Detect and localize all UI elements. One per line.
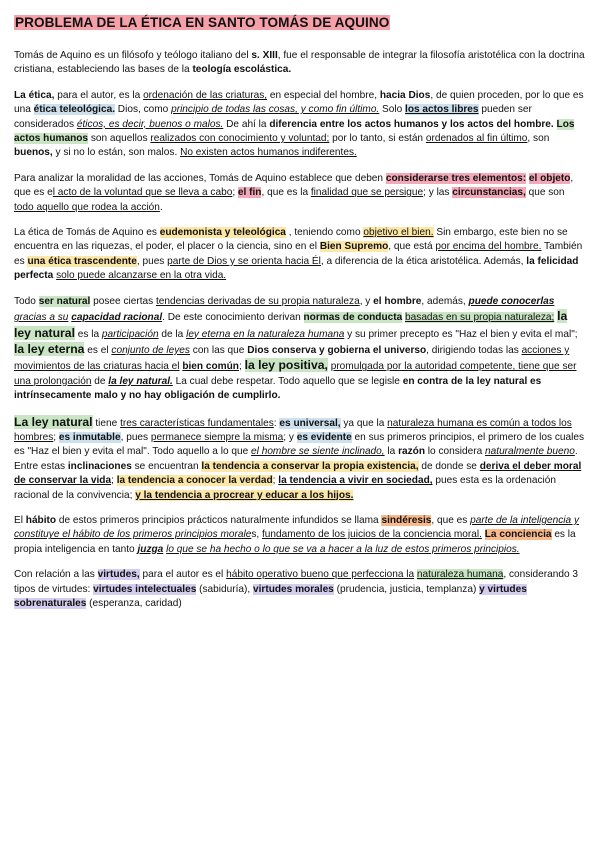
text: por lo tanto, si están	[329, 133, 426, 145]
highlight-conocer-verdad: la tendencia a conocer la verdad	[116, 475, 273, 487]
text: Sin embargo, este bien no se encuentra en las riquezas, el poder, el placer o la ciencia, sino en el	[14, 227, 568, 253]
text: posee ciertas	[90, 295, 156, 307]
highlight-etica-teleologica: ética teleológica.	[33, 104, 115, 116]
underlined-text: tres características fundamentales	[120, 417, 274, 429]
text: , son	[527, 133, 550, 145]
highlight-circunstancias: circunstancias,	[452, 187, 526, 199]
highlight-actos-humanos: Los actos humanos	[14, 118, 575, 145]
underlined-text: hábito operativo bueno que perfecciona la	[226, 569, 415, 581]
text: pueden ser considerados	[14, 104, 532, 130]
text: Para analizar la moralidad de las acciones, Tomás de Aquino establece que deben	[14, 172, 386, 184]
text: , de quien proceden, por lo que es una	[14, 89, 584, 116]
underlined-text: el hombre se siente inclinado,	[251, 446, 385, 458]
highlight-tres-elementos: considerarse tres elementos:	[385, 172, 527, 184]
text: . De este conocimiento derivan	[162, 312, 304, 324]
text: ;	[111, 475, 117, 487]
underlined-text: participación	[101, 328, 159, 340]
paragraph-ley-natural	[14, 295, 586, 404]
text: , que es e	[14, 172, 574, 199]
underlined-text: parte de Dios y se orienta hacia Él	[167, 255, 321, 267]
underlined-text: juzga	[137, 543, 164, 555]
term-el-hombre: el hombre	[373, 295, 422, 307]
highlight-el-fin: el fin	[237, 187, 262, 199]
highlight-naturaleza-humana: naturaleza humana	[416, 569, 504, 581]
highlight-el-objeto: el objeto	[528, 172, 571, 184]
highlight-ley-natural: la ley natural	[14, 309, 568, 340]
text: pues esta es la ordenación racional de la convivencia;	[14, 475, 556, 501]
term-diferencia-actos: diferencia entre los actos humanos y los actos del hombre.	[269, 118, 554, 130]
paragraph-eudemonista	[14, 226, 586, 284]
term-dios-conserva: Dios conserva y gobierna el universo	[247, 344, 427, 356]
century: s. XIII	[251, 50, 278, 61]
underlined-text: principio de todas las cosas, y como fin último.	[171, 104, 380, 116]
text: es la propia inteligencia en tanto	[14, 529, 576, 555]
text: de	[91, 375, 109, 387]
underlined-text: acciones y movimientos de las criaturas hacia el	[14, 344, 570, 373]
text: , pues	[120, 431, 151, 443]
text: ya que la	[340, 417, 388, 429]
highlight-ley-eterna: la ley eterna	[14, 341, 85, 356]
text: ; y	[283, 431, 297, 443]
underlined-text: bien común	[182, 361, 239, 373]
highlight-basadas-naturaleza: basadas en su propia naturaleza;	[405, 312, 555, 324]
underlined-text: ordenados al fin último	[425, 133, 528, 145]
text: :	[273, 417, 280, 429]
underlined-text: capacidad racional	[71, 312, 163, 324]
text: de la	[158, 328, 187, 340]
term-razon: razón	[398, 446, 425, 458]
text: que son	[525, 187, 565, 199]
underlined-text: No existen actos humanos indiferentes.	[180, 147, 357, 159]
text: de estos primeros principios prácticos naturalmente infundidos se llama	[56, 514, 382, 526]
text: Dios, como	[115, 104, 172, 116]
underlined-text: todo aquello que rodea la acción	[14, 201, 160, 213]
text: , pues	[136, 255, 168, 267]
underlined-text: gracias a su	[14, 312, 69, 324]
paragraph-etica	[14, 89, 586, 161]
text: lo considera	[424, 446, 486, 458]
text: , que está	[388, 241, 436, 253]
highlight-actos-libres: los actos libres	[405, 104, 479, 116]
text: .	[159, 201, 163, 213]
underlined-text: parte de la inteligencia y constituye el hábito de los primeros principios morale	[14, 514, 579, 541]
text: (sabiduría),	[196, 583, 254, 595]
highlight-procrear: y la tendencia a procrear y educar a los hijos.	[135, 489, 354, 501]
underlined-text: naturaleza humana es común a todos los hombres	[14, 417, 572, 443]
term-felicidad-perfecta: la felicidad perfecta	[14, 255, 579, 282]
text: Todo	[14, 295, 39, 307]
underlined-text: puede conocerlas	[468, 295, 555, 307]
underlined-text: fundamento de los juicios de la conciencia moral.	[261, 529, 482, 541]
underlined-text: lo que se ha hecho o lo que se va a hacer a la luz de estos primeros principios.	[166, 543, 520, 555]
term-en-contra: en contra de la ley natural es intrínsecamente malo y no hay obligación de cumplirlo.	[14, 375, 542, 402]
text: , considerando 3 tipos de virtudes:	[14, 569, 578, 595]
text: son aquellos	[88, 133, 151, 145]
text: s,	[251, 529, 262, 541]
text: ;	[272, 475, 279, 487]
text: la	[384, 446, 399, 458]
document-title	[14, 14, 586, 31]
text: ;	[53, 431, 59, 443]
underlined-text: naturalmente bueno	[485, 446, 575, 458]
text: También es	[14, 241, 583, 267]
text: se encuentran	[131, 460, 202, 472]
text: , a diferencia de la ética aristotélica. Además,	[320, 255, 527, 267]
underlined-text: ley eterna en la naturaleza humana	[186, 328, 345, 340]
text: ;	[238, 361, 245, 373]
paragraph-moralidad	[14, 172, 586, 215]
text: , que es	[431, 514, 471, 526]
highlight-conservar-existencia: la tendencia a conservar la propia existencia,	[201, 460, 419, 472]
text: , dirigiendo todas las	[426, 344, 522, 356]
term-teologia-escolastica: teología escolástica.	[192, 64, 292, 76]
text: ; y las	[423, 187, 453, 199]
highlight-es-evidente: es evidente	[296, 431, 352, 443]
title-text: PROBLEMA DE LA ÉTICA EN SANTO TOMÁS DE AQUINO	[15, 15, 390, 30]
paragraph-intro	[14, 49, 586, 78]
text: de donde se	[418, 460, 480, 472]
text: , además,	[421, 295, 469, 307]
highlight-objetivo-bien: objetivo el bien.	[363, 227, 434, 239]
term-habito: hábito	[25, 514, 57, 526]
highlight-etica-trascendente: una ética trascendente	[27, 255, 137, 267]
highlight-virtudes-sobrenaturales: y virtudes sobrenaturales	[14, 583, 527, 609]
highlight-virtudes: virtudes,	[97, 569, 140, 581]
underlined-text: éticos, es decir, buenos o malos.	[76, 118, 224, 130]
underlined-text: la ley natural.	[108, 375, 173, 387]
underlined-text: tendencias derivadas de su propia naturaleza	[155, 295, 360, 307]
paragraph-caracteristicas	[14, 415, 586, 503]
text: (esperanza, caridad)	[86, 598, 182, 609]
underlined-text: solo puede alcanzarse en la otra vida.	[56, 270, 227, 282]
text: , y	[359, 295, 374, 307]
term-inclinaciones: inclinaciones	[67, 460, 132, 472]
text: y si no lo están, son malos.	[52, 147, 181, 159]
highlight-la-ley-natural: La ley natural	[14, 414, 93, 429]
text: Tomás de Aquino es un filósofo y teólogo italiano del	[14, 50, 252, 61]
paragraph-virtudes	[14, 568, 586, 611]
text: con las que	[189, 344, 248, 356]
text: Con relación a las	[14, 569, 98, 581]
text: , fue el responsable de integrar la filosofía aristotélica con la doctrina cristiana, estableciendo las bases de la	[14, 50, 585, 76]
highlight-ser-natural: ser natural	[38, 295, 91, 307]
term-buenos: buenos,	[14, 147, 53, 159]
text: y su primer precepto es "Haz el bien y evita el mal";	[344, 328, 578, 340]
text: De ahí la	[223, 118, 270, 130]
text: . Entre estas	[14, 446, 578, 472]
text: para el autor, es la	[54, 89, 144, 101]
text: tiene	[92, 417, 121, 429]
highlight-bien-supremo: Bien Supremo	[319, 241, 389, 253]
underlined-text: permanece siempre la misma	[150, 431, 284, 443]
underlined-text: finalidad que se persigue	[310, 187, 424, 199]
underlined-text: ordenación de las criaturas,	[143, 89, 268, 101]
underlined-text: deriva el deber moral de conservar la vida	[14, 460, 582, 487]
text: en sus primeros principios, el primero de los cuales es "Haz el bien y evita el mal". Todo aquello a lo que	[14, 431, 585, 458]
highlight-ley-positiva: la ley positiva,	[244, 358, 328, 373]
term-etica: La ética,	[14, 89, 55, 101]
highlight-sinderesis: sindéresis	[381, 514, 432, 526]
underlined-text: l acto de la voluntad que se lleva a cabo	[52, 187, 233, 199]
text: , que es la	[261, 187, 311, 199]
text: es la	[74, 328, 102, 340]
text: La ética de Tomás de Aquino es	[14, 227, 160, 239]
underlined-text: realizados con conocimiento y voluntad;	[150, 133, 330, 145]
highlight-virtudes-intelectuales: virtudes intelectuales	[93, 583, 197, 595]
text: (prudencia, justicia, templanza)	[333, 583, 480, 595]
underlined-text: promulgada por la autoridad competente, tiene que ser una prolongación	[14, 361, 577, 387]
underlined-text: conjunto de leyes	[111, 344, 190, 356]
underlined-text: por encima del hombre.	[435, 241, 542, 253]
text: es el	[84, 344, 112, 356]
highlight-es-inmutable: es inmutable	[58, 431, 121, 443]
underlined-text: la tendencia a vivir en sociedad,	[278, 475, 433, 487]
text: en especial del hombre,	[267, 89, 380, 101]
text: El	[14, 514, 26, 526]
text: para el autor es el	[139, 569, 227, 581]
text: Solo	[379, 104, 406, 116]
text: ;	[232, 187, 238, 199]
highlight-normas-conducta: normas de conducta	[303, 312, 403, 324]
term-hacia-dios: hacia Dios	[379, 89, 431, 101]
highlight-la-conciencia: La conciencia	[484, 529, 552, 541]
paragraph-sinderesis	[14, 514, 586, 557]
highlight-virtudes-morales: virtudes morales	[253, 583, 334, 595]
highlight-eudemonista: eudemonista y teleológica	[159, 227, 286, 239]
text: , teniendo como	[285, 227, 364, 239]
highlight-es-universal: es universal,	[279, 417, 341, 429]
text: La cual debe respetar. Todo aquello que se legisle	[172, 375, 403, 387]
